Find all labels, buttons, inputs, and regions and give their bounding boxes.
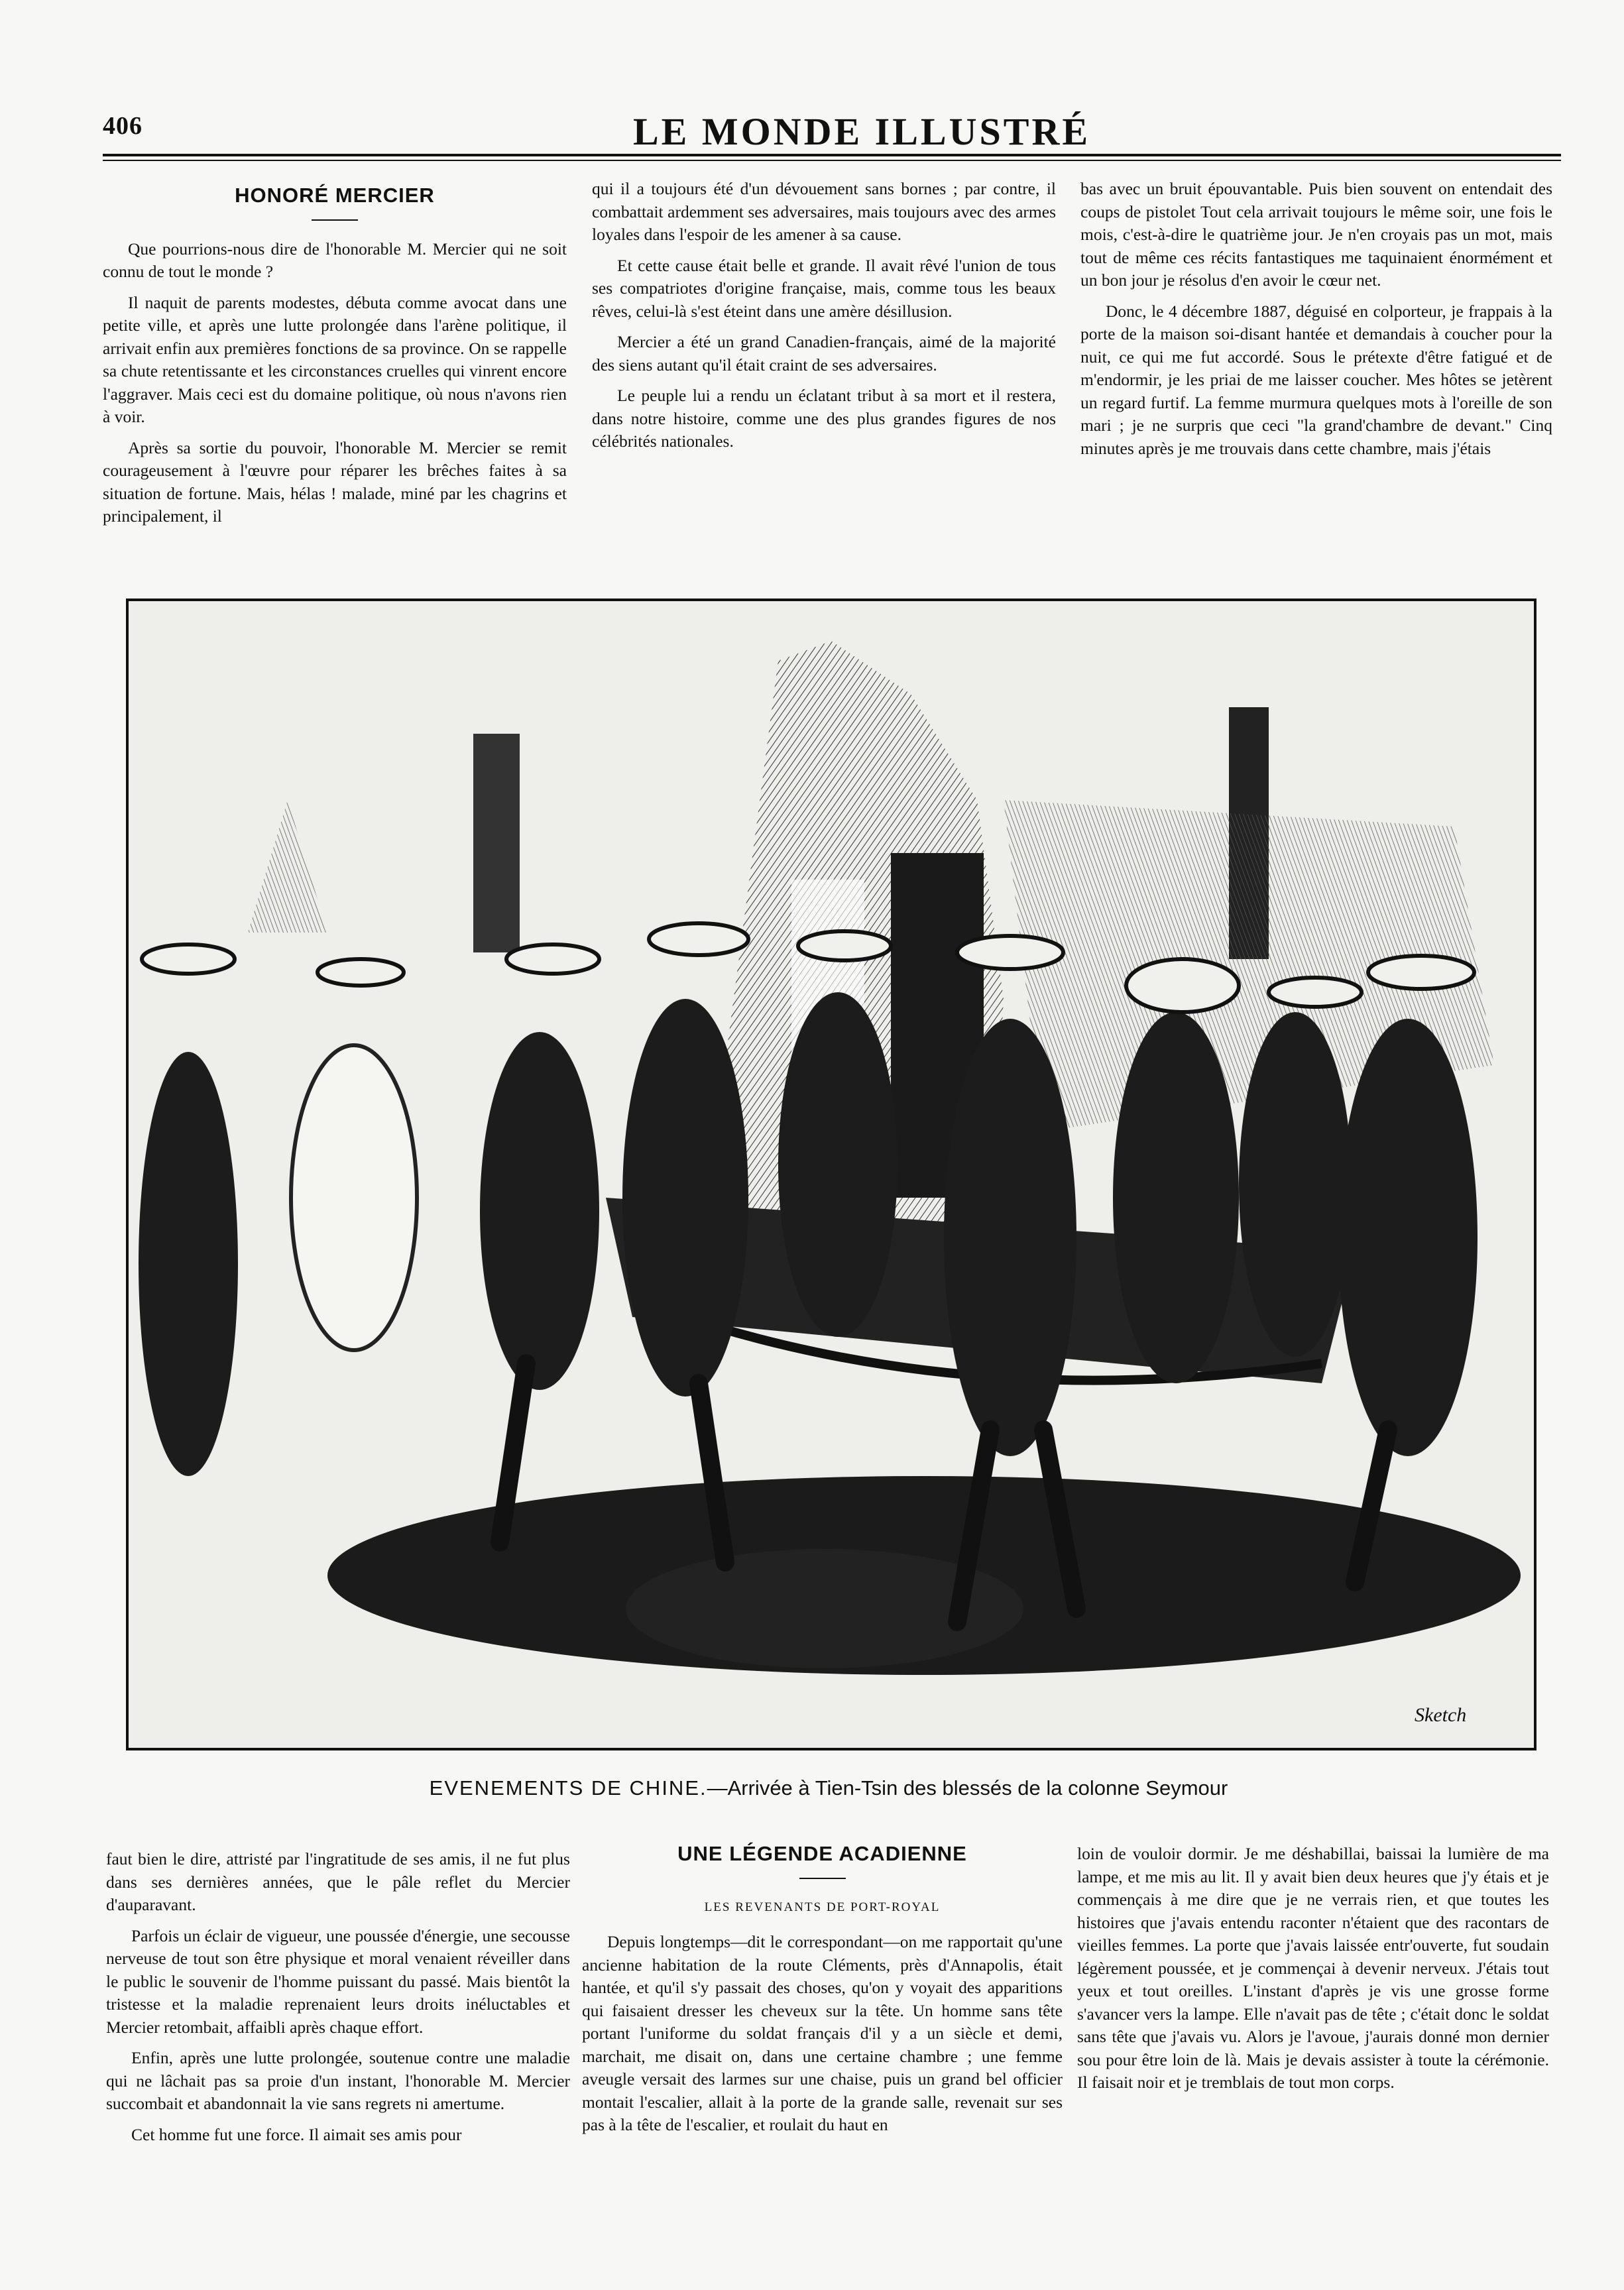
masthead-title: LE MONDE ILLUSTRÉ — [632, 110, 1091, 153]
paragraph: faut bien le dire, attristé par l'ingratitude de ses amis, il ne fut plus dans ses dernières années, que le pâle reflet du Mercier d'auparavant. — [106, 1849, 570, 1914]
paragraph: Après sa sortie du pouvoir, l'honorable M. Mercier se remit courageusement à l'œuvre pour réparer les brêches faites à sa situation de fortune. Mais, hélas ! malade, miné par les chagrins et principalement, il — [103, 437, 567, 526]
caption-text: —Arrivée à Tien-Tsin des blessés de la colonne Seymour — [707, 1776, 1228, 1800]
paragraph: bas avec un bruit épouvantable. Puis bien souvent on entendait des coups de pistolet Tout cela arrivait toujours le même soir, une fois le mois, c'est-à-dire le quatrième jour. Je n'en croyais pas un mot, mais tout de même ces récits fantastiques me taquinaient énormément et un bon jour je résolus d'en avoir le cœur net. — [1080, 179, 1552, 290]
paragraph: Enfin, après une lutte prolongée, soutenue contre une maladie qui ne lâchait pas sa proie d'un instant, l'honorable M. Mercier succombait et abandonnait la vie sans regrets ni amertume. — [106, 2048, 570, 2113]
legende-column-1 — [582, 1843, 1063, 2145]
caption-lead: EVENEMENTS DE CHINE. — [429, 1776, 707, 1800]
paragraph: Cet homme fut une force. Il aimait ses amis pour — [131, 2124, 462, 2144]
paragraph: Le peuple lui a rendu un éclatant tribut à sa mort et il restera, dans notre histoire, comme une des plus grandes figures de nos célébrités nationales. — [592, 386, 1056, 451]
artist-signature: Sketch — [1415, 1704, 1467, 1726]
engraving-image — [129, 601, 1534, 1748]
paragraph: Mercier a été un grand Canadien-français, aimé de la majorité des siens autant qu'il était craint de ses adversaires. — [592, 332, 1056, 374]
paragraph: Parfois un éclair de vigueur, une poussée d'énergie, une secousse nerveuse de tout son être physique et moral venaient réveiller dans le public le souvenir de l'homme puissant du passé. Mais bientôt la tristesse et la maladie reprenaient leurs droits inéluctables et Mercier retombait, affaibli après chaque effort. — [106, 1925, 570, 2037]
paragraph: Depuis longtemps—dit le correspondant—on me rapportait qu'une ancienne habitation de la route Cléments, près d'Annapolis, était hantée, et qu'il s'y passait des choses, qu'on y voyait des apparitions qui faisaient dresser les cheveux sur la tête. Un homme sans tête portant l'uniforme du soldat français d'il y a un siècle et demi, marchait, me disait on, dans une certaine chambre ; une femme aveugle versait des larmes sur une chaise, puis un grand bel officier montait l'escalier, allait à la porte de la grande salle, revenait sur ses pas à la tête de l'escalier, et roulait du haut en — [582, 1932, 1063, 2134]
paragraph: Il naquit de parents modestes, débuta comme avocat dans une petite ville, et après une lutte prolongée dans l'arène politique, il arrivait enfin aux premières fonctions de sa province. On se rappelle sa chute retentissante et les circonstances cruelles qui vinrent encore l'aggraver. Mais ceci est du domaine politique, où nous n'avons rien à voir. — [103, 292, 567, 426]
paragraph: Que pourrions-nous dire de l'honorable M. Mercier qui ne soit connu de tout le monde ? — [103, 239, 567, 281]
legende-subtitle: LES REVENANTS DE PORT-ROYAL — [704, 1900, 941, 1914]
paragraph: Donc, le 4 décembre 1887, déguisé en colporteur, je frappais à la porte de la maison soi-disant hantée et demandais à coucher pour la nuit, ce qui me fut accordé. Sous le prétexte d'être fatigué et de m'endormir, je les priai de me laisser coucher. Mes hôtes se jetèrent un regard furtif. La femme murmura quelques mots à l'oreille de son mari ; je ne surpris que ceci "la grand'chambre de devant." Cinq minutes après je me trouvais dans cette chambre, mais j'étais — [1080, 301, 1552, 458]
legende-column-2 — [1077, 1843, 1549, 2102]
illustration-caption — [126, 1776, 1531, 1800]
legende-title: UNE LÉGENDE ACADIENNE — [677, 1842, 967, 1865]
engraving-illustration — [126, 599, 1537, 1750]
paragraph: qui il a toujours été d'un dévouement sans bornes ; par contre, il combattait ardemment ses adversaires, mais toujours avec des armes loyales dans l'espoir de les amener à sa cause. — [592, 179, 1056, 244]
mercier-column-continued — [106, 1848, 570, 2154]
mercier-column-1 — [103, 184, 567, 536]
paragraph: Et cette cause était belle et grande. Il avait rêvé l'union de tous ses compatriotes d'origine française, mais, comme tous les beaux rêves, celui-là s'est éteint dans une amère désillusion. — [592, 255, 1056, 321]
title-divider — [799, 1878, 846, 1879]
header-rule — [103, 154, 1561, 156]
legende-column-top — [1080, 178, 1552, 468]
paragraph: loin de vouloir dormir. Je me déshabillai, baissai la lumière de ma lampe, et me mis au lit. Il y avait bien deux heures que j'y étais et je commençais à me dire que je ne verrais rien, et que toutes les histoires que j'avais entendu raconter n'étaient que des racontars de vieilles femmes. La porte que j'avais laissée entr'ouverte, fut soudain légèrement poussée, et je commençai à devenir nerveux. J'étais tout yeux et tout oreilles. L'instant d'après je vis une grosse forme s'avancer vers la lampe. Elle n'avait pas de tête ; c'était donc le soldat sans tête que j'avais vu. Alors je l'avoue, j'aurais donné mon dernier sou pour être loin de là. Mais je devais assister à toute la cérémonie. Il faisait noir et je tremblais de tout mon corps. — [1077, 1844, 1549, 2092]
title-divider — [312, 219, 358, 221]
mercier-title: HONORÉ MERCIER — [235, 184, 435, 207]
header-rule-thin — [103, 160, 1561, 161]
page-number: 406 — [103, 112, 143, 140]
mercier-column-2 — [592, 178, 1056, 461]
